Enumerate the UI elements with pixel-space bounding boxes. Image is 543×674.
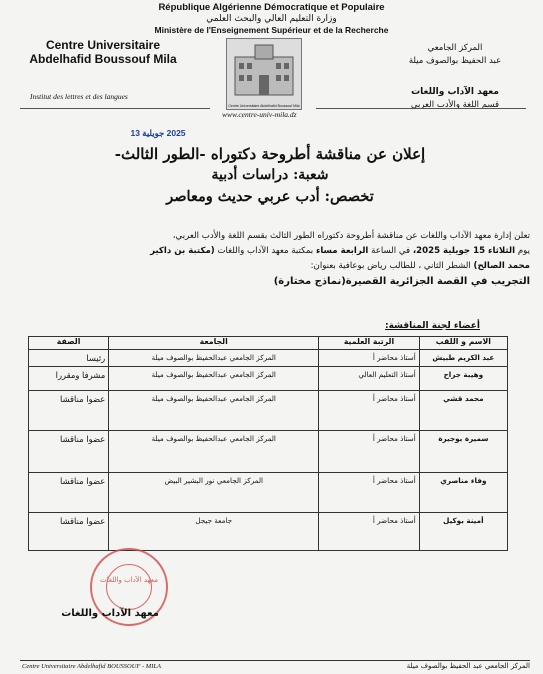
library-name-part2: محمد الصالح) (473, 261, 530, 271)
member-university: المركز الجامعي عبدالحفيظ بوالصوف ميلة (109, 431, 319, 473)
university-logo (226, 38, 302, 110)
footer-left: Centre Universitaire Abdelhafid BOUSSOUF - MILA (22, 663, 161, 670)
member-name: محمد قشي (419, 391, 507, 431)
ministry-title-fr: Ministère de l'Enseignement Supérieur et de la Recherche (154, 25, 389, 35)
member-role: عضوا مناقشا (29, 431, 109, 473)
signature-block: معهد الآداب واللغات (61, 608, 159, 619)
footer-right: المركز الجامعي عبد الحفيظ بوالصوف ميلة (406, 662, 530, 670)
body-line-3-post: الشطر الثاني ، للطالب رياض بوعافية بعنوان: (310, 261, 471, 271)
department-name-ar: قسم اللغة والأدب العربي (410, 100, 500, 110)
member-name: وهيبة جراح (419, 367, 507, 391)
ministry-title-ar: وزارة التعليم العالي والبحث العلمي (206, 14, 337, 24)
center-name-fr (18, 38, 188, 66)
member-rank: أستاذ التعليم العالي (319, 367, 419, 391)
table-row (29, 367, 508, 391)
col-header-university: الجامعة (109, 337, 319, 350)
library-name-part1: (مكتبة بن داكير (150, 246, 215, 256)
member-name: عبد الكريم طبيش (419, 350, 507, 367)
defense-time: الرابعة مساء (315, 246, 369, 256)
body-line-2-mid: في الساعة (371, 246, 411, 256)
center-name-ar-line2: عبد الحفيظ بوالصوف ميلة (408, 56, 502, 66)
footer-divider (20, 660, 530, 661)
header-divider-left (20, 108, 210, 109)
header-divider-right (316, 108, 526, 109)
member-university: المركز الجامعي عبدالحفيظ بوالصوف ميلة (109, 367, 319, 391)
member-university: المركز الجامعي نور البشير البيض (109, 473, 319, 513)
center-name-fr-line2: Abdelhafid Boussouf Mila (29, 52, 177, 66)
body-line-3 (20, 259, 530, 274)
stamp-inner-ring (106, 564, 152, 610)
table-row (29, 431, 508, 473)
center-name-fr-line1: Centre Universitaire (45, 38, 161, 52)
thesis-title: التجريب في القصة الجزائرية القصيرة(نماذج مختارة) (273, 276, 530, 287)
announcement-title: إعلان عن مناقشة أطروحة دكتوراه -الطور الثالث- (114, 145, 426, 163)
defense-date: الثلاثاء 15 جويلية 2025، (412, 246, 516, 256)
member-rank: أستاذ محاضر أ (319, 513, 419, 551)
center-name-ar-line1: المركز الجامعي (427, 43, 483, 53)
member-role: رئيسا (29, 350, 109, 367)
committee-header-row (29, 337, 508, 350)
member-rank: أستاذ محاضر أ (319, 431, 419, 473)
announcement-branch: شعبة: دراسات أدبية (211, 167, 329, 183)
member-name: سميرة بوجيرة (419, 431, 507, 473)
member-university: المركز الجامعي عبدالحفيظ بوالصوف ميلة (109, 350, 319, 367)
member-role: عضوا مناقشا (29, 391, 109, 431)
member-university: جامعة جيجل (109, 513, 319, 551)
member-role: عضوا مناقشا (29, 473, 109, 513)
body-line-2-pre: يوم (517, 246, 530, 256)
building-icon (227, 39, 301, 101)
table-row (29, 473, 508, 513)
committee-heading: أعضاء لجنة المناقشة: (384, 321, 480, 331)
member-role: مشرفا ومقررا (29, 367, 109, 391)
member-name: وفاء مناصري (419, 473, 507, 513)
logo-caption: Centre Universitaire Abdelhafid Boussouf Mila (228, 104, 300, 108)
date-stamp: 2025 جويلية 13 (130, 128, 186, 138)
committee-table (28, 336, 508, 551)
republic-title-fr: République Algérienne Démocratique et Populaire (158, 2, 385, 13)
website-link[interactable]: www.centre-univ-mila.dz (222, 110, 297, 119)
body-line-2 (20, 244, 530, 259)
center-name-ar (380, 42, 530, 68)
announcement-specialty: تخصص: أدب عربي حديث ومعاصر (166, 188, 374, 205)
member-rank: أستاذ محاضر أ (319, 391, 419, 431)
col-header-rank: الرتبة العلمية (319, 337, 419, 350)
table-row (29, 513, 508, 551)
member-role: عضوا مناقشا (29, 513, 109, 551)
institute-name-fr: Institut des lettres et des langues (30, 92, 128, 101)
stamp-text: معهد الآداب واللغات (100, 576, 158, 584)
institute-name-ar: معهد الآداب واللغات (411, 87, 499, 97)
member-rank: أستاذ محاضر أ (319, 473, 419, 513)
table-row (29, 391, 508, 431)
member-rank: أستاذ محاضر أ (319, 350, 419, 367)
member-name: أمينة بوكيل (419, 513, 507, 551)
col-header-role: الصفة (29, 337, 109, 350)
table-row (29, 350, 508, 367)
col-header-name: الاسم و اللقب (419, 337, 507, 350)
member-university: المركز الجامعي عبدالحفيظ بوالصوف ميلة (109, 391, 319, 431)
body-line-2-post: بمكتبة معهد الآداب واللغات (217, 246, 314, 256)
announcement-body (20, 229, 530, 289)
body-line-1: تعلن إدارة معهد الآداب واللغات عن مناقشة أطروحة دكتوراه الطور الثالث بقسم اللغة والأدب العربي، (172, 231, 530, 241)
